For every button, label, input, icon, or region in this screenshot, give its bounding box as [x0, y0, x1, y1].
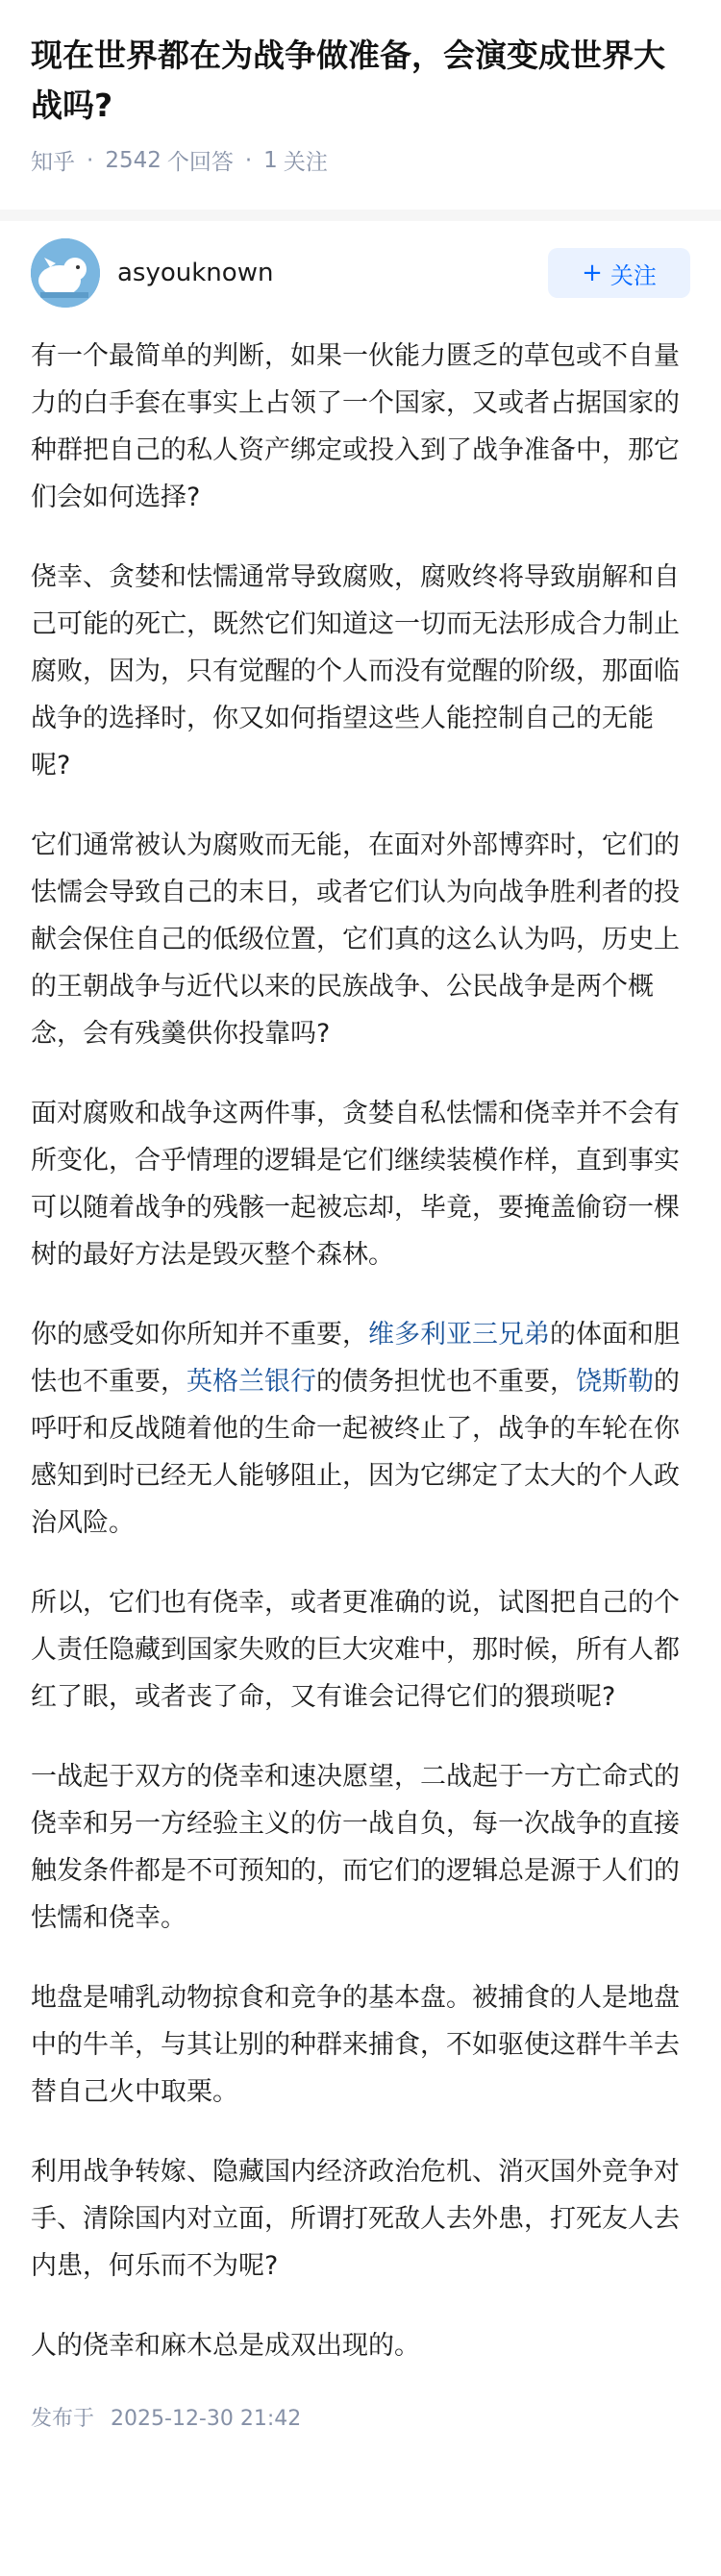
- answer-paragraph: [31, 2322, 690, 2369]
- publish-info: [31, 2402, 690, 2432]
- author-row: [31, 221, 690, 325]
- answer-paragraph: [31, 1579, 690, 1721]
- plus-icon: +: [582, 259, 603, 287]
- source-label[interactable]: 知乎: [31, 150, 75, 175]
- followers-count[interactable]: 1: [263, 147, 278, 173]
- paragraph-text: 利用战争转嫁、隐藏国内经济政治危机、消灭国外竞争对手、清除国内对立面，所谓打死敌人去外患，打死友人去内患，何乐而不为呢?: [31, 2157, 680, 2281]
- avatar[interactable]: [31, 238, 100, 308]
- meta-separator: ·: [87, 147, 94, 173]
- section-divider: [0, 210, 721, 221]
- paragraph-text: 人的侥幸和麻木总是成双出现的。: [31, 2331, 420, 2361]
- inline-link[interactable]: 维多利亚三兄弟: [368, 1320, 550, 1350]
- answers-label[interactable]: 个回答: [166, 150, 234, 175]
- answer-paragraph: [31, 822, 690, 1057]
- answer-paragraph: [31, 1974, 690, 2116]
- author-name[interactable]: asyouknown: [117, 259, 274, 287]
- paragraph-text: 一战起于双方的侥幸和速决愿望，二战起于一方亡命式的侥幸和另一方经验主义的仿一战自负，每一次战争的直接触发条件都是不可预知的，而它们的逻辑总是源于人们的怯懦和侥幸。: [31, 1762, 680, 1933]
- paragraph-text: 你的感受如你所知并不重要，: [31, 1320, 368, 1350]
- follow-label: 关注: [609, 261, 657, 289]
- answer-paragraph: [31, 1753, 690, 1942]
- paragraph-text: 的呼吁和反战随着他的生命一起被终止了，战争的车轮在你感知到时已经无人能够阻止，因为它绑定了太大的个人政治风险。: [31, 1367, 680, 1538]
- question-header: [0, 0, 721, 210]
- follow-button[interactable]: [548, 248, 690, 298]
- paragraph-text: 地盘是哺乳动物掠食和竞争的基本盘。被捕食的人是地盘中的牛羊，与其让别的种群来捕食，不如驱使这群牛羊去替自己火中取栗。: [31, 1983, 680, 2107]
- publish-time: 2025-12-30 21:42: [111, 2407, 302, 2431]
- inline-link[interactable]: 饶斯勒: [576, 1367, 654, 1397]
- answer-paragraph: [31, 2148, 690, 2290]
- paragraph-text: 面对腐败和战争这两件事，贪婪自私怯懦和侥幸并不会有所变化，合乎情理的逻辑是它们继续装模作样，直到事实可以随着战争的残骸一起被忘却，毕竟，要掩盖偷窃一棵树的最好方法是毁灭整个森林。: [31, 1099, 680, 1270]
- answer-paragraph: [31, 333, 690, 521]
- followers-label[interactable]: 关注: [283, 150, 328, 175]
- paragraph-text: 有一个最简单的判断，如果一伙能力匮乏的草包或不自量力的白手套在事实上占领了一个国家，又或者占据国家的种群把自己的私人资产绑定或投入到了战争准备中，那它们会如何选择?: [31, 341, 680, 512]
- paragraph-text: 它们通常被认为腐败而无能，在面对外部博弈时，它们的怯懦会导致自己的末日，或者它们认为向战争胜利者的投献会保住自己的低级位置，它们真的这么认为吗，历史上的王朝战争与近代以来的民族战争、公民战争是两个概念，会有残羹供你投靠吗?: [31, 830, 680, 1049]
- paragraph-text: 所以，它们也有侥幸，或者更准确的说，试图把自己的个人责任隐藏到国家失败的巨大灾难中，那时候，所有人都红了眼，或者丧了命，又有谁会记得它们的猥琐呢?: [31, 1588, 680, 1712]
- answer-card: [0, 221, 721, 2432]
- answers-count[interactable]: 2542: [105, 147, 162, 173]
- answer-paragraph: [31, 1090, 690, 1278]
- publish-label: 发布于: [31, 2407, 95, 2431]
- paragraph-text: 侥幸、贪婪和怯懦通常导致腐败，腐败终将导致崩解和自己可能的死亡，既然它们知道这一切而无法形成合力制止腐败，因为，只有觉醒的个人而没有觉醒的阶级，那面临战争的选择时，你又如何指望这些人能控制自己的无能呢?: [31, 562, 680, 780]
- answer-paragraph: [31, 1311, 690, 1547]
- answer-body: [31, 333, 690, 2369]
- paragraph-text: 的体面和胆怯也不重要，: [31, 1320, 680, 1397]
- avatar-image: [31, 238, 100, 308]
- question-meta: [31, 144, 690, 176]
- question-title[interactable]: 现在世界都在为战争做准备，会演变成世界大战吗?: [31, 37, 665, 124]
- inline-link[interactable]: 英格兰银行: [186, 1367, 316, 1397]
- meta-separator: ·: [244, 147, 253, 173]
- paragraph-text: 的债务担忧也不重要，: [316, 1367, 576, 1397]
- answer-paragraph: [31, 554, 690, 789]
